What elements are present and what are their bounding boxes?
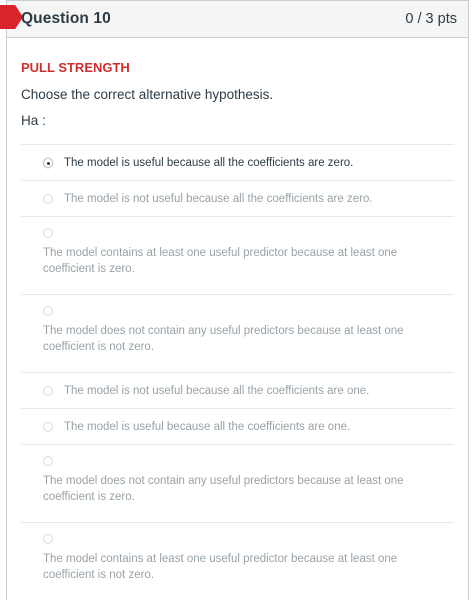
hypothesis-label: Ha : (21, 113, 46, 128)
radio-icon[interactable] (43, 456, 53, 466)
radio-selected-icon[interactable] (43, 158, 53, 168)
radio-icon[interactable] (43, 194, 53, 204)
answer-option[interactable] (21, 294, 454, 372)
answer-text: The model is useful because all the coefficients are zero. (64, 157, 354, 169)
answer-option[interactable] (21, 144, 454, 180)
question-label: PULL STRENGTH (21, 60, 130, 75)
answer-text: The model does not contain any useful predictors because at least one coefficient is zero. (43, 475, 404, 503)
answer-text: The model contains at least one useful predictor because at least one coefficient is zero. (43, 247, 398, 275)
radio-icon[interactable] (43, 306, 53, 316)
question-prompt: Choose the correct alternative hypothesis. (21, 87, 274, 102)
answer-text: The model is not useful because all the coefficients are zero. (64, 193, 373, 205)
radio-icon[interactable] (43, 228, 53, 238)
answer-text: The model contains at least one useful predictor because at least one coefficient is not zero. (43, 553, 398, 581)
answer-option[interactable] (21, 408, 454, 444)
question-header (7, 0, 468, 38)
answer-option[interactable] (21, 522, 454, 600)
answer-option[interactable] (21, 372, 454, 408)
question-title: Question 10 (21, 10, 111, 27)
answer-option[interactable] (21, 180, 454, 216)
answer-text: The model does not contain any useful predictors because at least one coefficient is not zero. (43, 325, 404, 353)
question-card (6, 0, 469, 600)
answer-list (21, 144, 454, 600)
answer-option[interactable] (21, 444, 454, 522)
answer-option[interactable] (21, 216, 454, 294)
flag-icon[interactable] (0, 5, 23, 29)
answer-text: The model is useful because all the coefficients are one. (64, 421, 351, 433)
answer-text: The model is not useful because all the coefficients are one. (64, 385, 370, 397)
radio-icon[interactable] (43, 422, 53, 432)
question-points: 0 / 3 pts (405, 11, 457, 27)
radio-icon[interactable] (43, 386, 53, 396)
radio-icon[interactable] (43, 534, 53, 544)
